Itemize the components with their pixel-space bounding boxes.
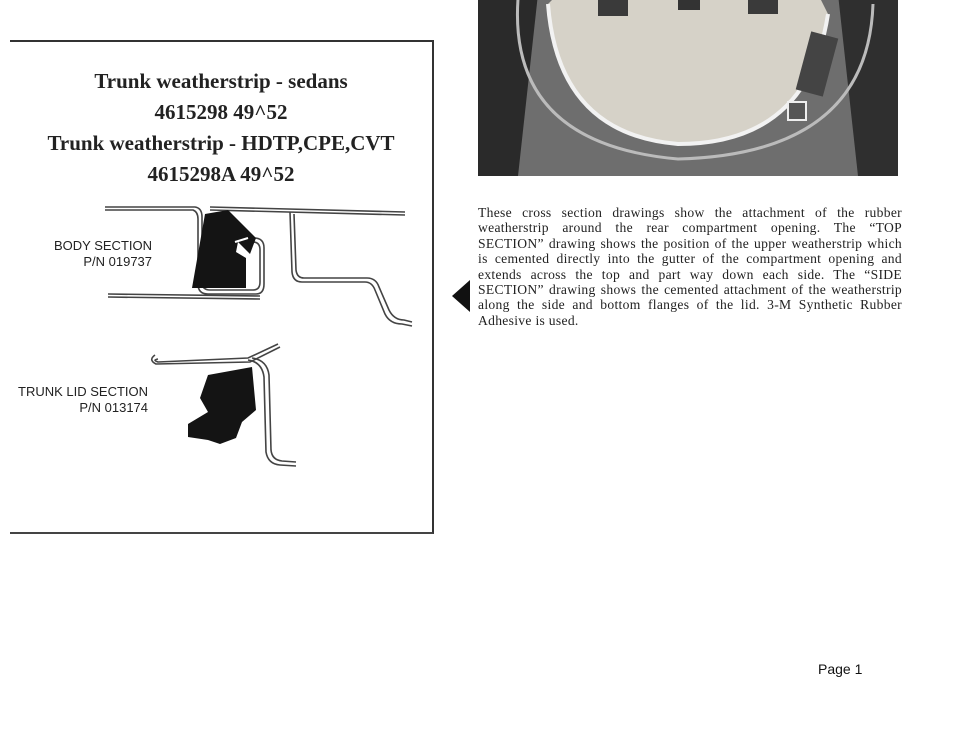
title-sedans: Trunk weatherstrip - sedans [94,69,348,93]
body-section-label [54,238,152,270]
part-number-hdtp: 4615298A 49^52 [147,162,295,186]
trunk-lid-section-title: TRUNK LID SECTION [18,384,149,399]
description-text: These cross section drawings show the attachment of the rubber weatherstrip around the rear compartment opening. The “TOP SECTION” drawing shows the position of the upper weatherstrip which is cemented directly into the gutter of the compartment opening and extends across the top and part way down each side. The “SIDE SECTION” drawing shows the cemented attachment of the weatherstrip along the side and bottom flanges of the lid. 3-M Synthetic Rubber Adhesive is used. [478,205,902,328]
pointer-arrow-icon [450,278,474,314]
title-hdtp: Trunk weatherstrip - HDTP,CPE,CVT [47,131,395,155]
trunk-photo-graphic [478,0,898,176]
page-number: Page 1 [818,661,863,677]
cross-section-drawings [10,42,432,532]
trunk-lid-section-part: P/N 013174 [79,400,149,415]
trunk-photo [478,0,898,176]
body-section-title: BODY SECTION [54,238,153,253]
part-number-sedans: 4615298 49^52 [154,100,288,124]
lid-weatherstrip [188,367,256,444]
trunk-lid-section-label [18,384,148,416]
body-section-part: P/N 019737 [83,254,153,269]
diagram-panel [10,40,434,534]
